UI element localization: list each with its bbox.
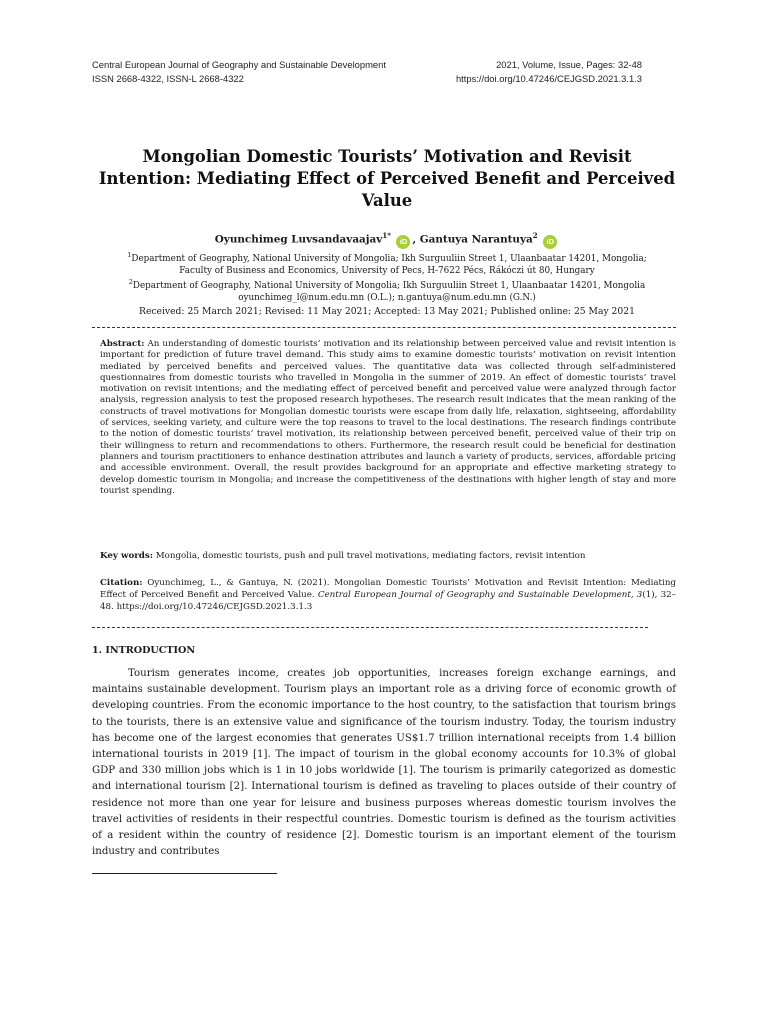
- issn: ISSN 2668-4322, ISSN-L 2668-4322: [92, 72, 244, 84]
- paper-title: Mongolian Domestic Tourists’ Motivation and Revisit Intention: Mediating Effect of Perceived Benefit and Perceived Value: [98, 147, 676, 210]
- running-header-right: [456, 58, 642, 85]
- author-1-name: Oyunchimeg Luvsandavaajav: [214, 233, 383, 246]
- keywords: [100, 550, 676, 562]
- author-2-name: Gantuya Narantuya: [419, 233, 533, 246]
- author-2-superscript: 2: [532, 231, 538, 240]
- citation-journal: Central European Journal of Geography and Sustainable Development, 3: [317, 590, 643, 600]
- author-separator: ,: [412, 233, 417, 246]
- keywords-label: Key words:: [100, 551, 153, 561]
- abstract-text: An understanding of domestic tourists’ motivation and its relationship between perceived value and revisit intention is important for prediction of future travel demand. This study aims to examine domestic tourists’ motivation on revisit intention mediated by perceived benefits and perceived values. The quantitative data was collected through self-administered questionnaires from domestic tourists who travelled in Mongolia in the summer of 2019. An effect of domestic tourists’ travel motivation on revisit intentions; and the mediating effect of perceived benefit and perceived value were analyzed through factor analysis, regression analysis to test the proposed research hypotheses. The research result indicates that the mean ranking of the constructs of travel motivations for Mongolian domestic tourists were escape from daily life, relaxation, sightseeing, affordability of services, seeking variety, and culture were the top reasons to travel to the local destinations. The research findings contribute to the notion of domestic tourists’ travel motivation, its relationship between perceived benefit, perceived value of their trip on their willingness to return and recommendations to others. Furthermore, the research result could be beneficial for destination planners and tourism practitioners to enhance destination attributes and launch a variety of products, services, affordable pricing and accessible environment. Overall, the result provides background for an appropriate and effective marketing strategy to develop domestic tourism in Mongolia; and increase the competitiveness of the destinations with higher length of stay and more tourist spending.: [100, 339, 676, 496]
- affiliation-1-text: Department of Geography, National University of Mongolia; Ikh Surguuliin Street 1, Ulaanbaatar 14201, Mongolia;: [131, 253, 647, 264]
- affiliation-2: [92, 277, 682, 293]
- divider: [92, 627, 648, 628]
- citation-pages-doi[interactable]: (1), 32–48. https://doi.org/10.47246/CEJGSD.2021.3.1.3: [100, 590, 676, 612]
- doi-link[interactable]: https://doi.org/10.47246/CEJGSD.2021.3.1.3: [455, 72, 642, 84]
- affiliation-2-superscript: 2: [128, 278, 133, 287]
- running-header-left: [92, 58, 386, 85]
- volume-info: 2021, Volume, Issue, Pages: 32-48: [496, 59, 642, 70]
- citation-label: Citation:: [100, 578, 143, 588]
- affiliation-1b: Faculty of Business and Economics, University of Pecs, H-7622 Pécs, Rákóczi út 80, Hungary: [179, 265, 595, 276]
- body-paragraph: Tourism generates income, creates job opportunities, increases foreign exchange earnings, and maintains sustainable development. Tourism plays an important role as a driving force of economic growth of developing countries. From the economic importance to the host country, to the satisfaction that tourism brings to the tourists, there is an extensive value and significance of the tourism industry. Today, the tourism industry has become one of the largest economies that generates US$1.7 trillion international receipts from 1.4 billion international tourists in 2019 [1]. The impact of tourism in the global economy accounts for 10.3% of global GDP and 330 million jobs which is 1 in 10 jobs worldwide [1]. The tourism is primarily categorized as domestic and international tourism [2]. International tourism is defined as traveling to places outside of their country of residence not more than one year for leisure and business purposes whereas domestic tourism involves the travel activities of residents in their respectful countries. Domestic tourism is defined as the tourism activities of a resident within the country of residence [2]. Domestic tourism is an important element of the tourism industry and contributes: [92, 668, 676, 858]
- section-heading: 1. INTRODUCTION: [92, 645, 196, 656]
- citation-text: Oyunchimeg, L., & Gantuya, N. (2021). Mongolian Domestic Tourists’ Motivation and Revisit Intention: Mediating Effect of Perceived Benefit and Perceived Value.: [100, 578, 676, 600]
- author-line: [92, 228, 682, 249]
- footnote-rule: [92, 873, 277, 874]
- affiliations: [92, 250, 682, 304]
- orcid-icon[interactable]: iD: [396, 235, 410, 249]
- affiliation-1: [92, 250, 682, 266]
- abstract-label: Abstract:: [100, 339, 145, 349]
- abstract: [100, 339, 676, 497]
- journal-name: Central European Journal of Geography and Sustainable Development: [92, 59, 386, 70]
- affiliation-2-text: Department of Geography, National University of Mongolia; Ikh Surguuliin Street 1, Ulaanbaatar 14201, Mongolia: [132, 281, 646, 292]
- publication-dates: Received: 25 March 2021; Revised: 11 May 2021; Accepted: 13 May 2021; Published online: 25 May 2021: [139, 306, 635, 317]
- citation: [100, 577, 676, 613]
- author-emails[interactable]: oyunchimeg_l@num.edu.mn (O.L.); n.gantuya@num.edu.mn (G.N.): [238, 292, 536, 303]
- author-1-superscript: 1*: [382, 231, 391, 240]
- divider: [92, 327, 676, 328]
- orcid-icon[interactable]: iD: [543, 235, 557, 249]
- keywords-text: Mongolia, domestic tourists, push and pull travel motivations, mediating factors, revisit intention: [155, 551, 586, 561]
- affiliation-1-superscript: 1: [127, 251, 132, 259]
